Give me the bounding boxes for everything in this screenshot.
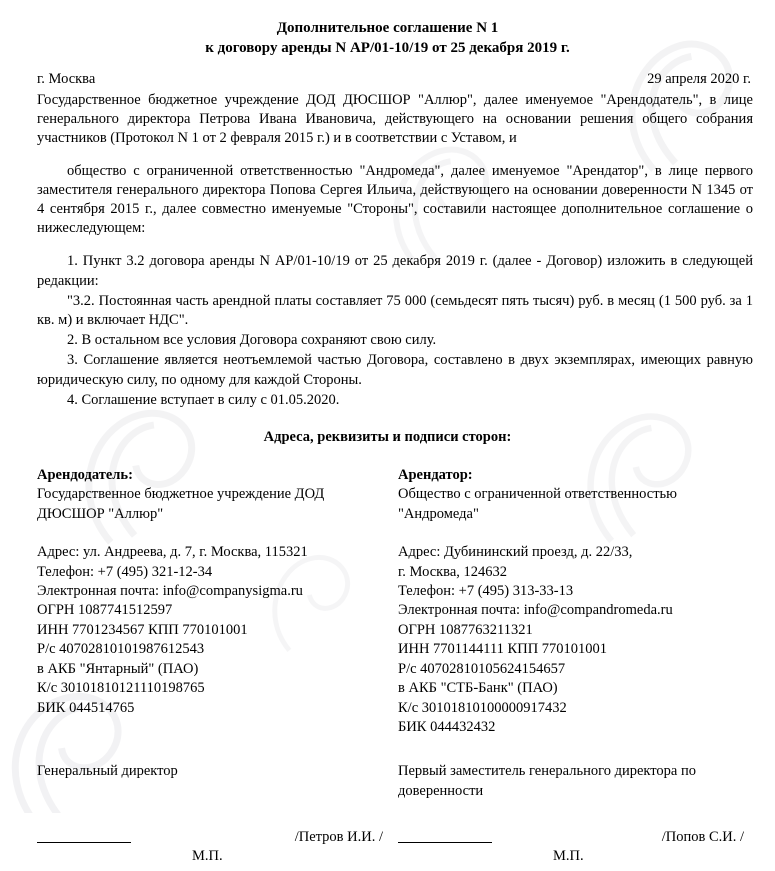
tenant-name-line: Общество с ограниченной ответственностью [398,486,677,503]
lessor-signer-role [37,762,398,801]
requisite-line: К/с 30101810121110198765 [37,680,205,697]
tenant-role-label: Арендатор: [398,467,473,484]
clause-item: 4. Соглашение вступает в силу с 01.05.2020. [67,391,340,408]
lessor-signer-name: /Петров И.И. / [294,829,383,846]
signer-role-line: Генеральный директор [37,763,178,780]
requisite-line: ОГРН 1087741512597 [37,602,173,619]
stamp-label: М.П. [553,848,584,865]
requisite-line: БИК 044432432 [398,718,496,735]
tenant-signer-name: /Попов С.И. / [661,829,744,846]
requisite-line: Электронная почта: info@companysigma.ru [37,583,303,600]
clause-item: 1. Пункт 3.2 договора аренды N АР/01-10/19 от 25 декабря 2019 г. (далее - Договор) изложить в следующей редакции: [37,253,753,289]
requisite-line: Телефон: +7 (495) 321-12-34 [37,563,213,580]
requisite-line: ИНН 7701144111 КПП 770101001 [398,641,608,658]
requisite-line: Р/с 40702810101987612543 [37,641,205,658]
parties-block [0,466,775,737]
requisite-line: ОГРН 1087763211321 [398,621,533,638]
title-line-2: к договору аренды N АР/01-10/19 от 25 декабря 2019 г. [205,40,570,56]
stamp-label: М.П. [192,848,223,865]
tenant-signature-cell [398,829,759,871]
requisite-line: Р/с 40702810105624154657 [398,660,566,677]
lessor-role-label: Арендодатель: [37,467,133,484]
lessor-requisites [37,543,398,718]
lessor-column [37,466,398,737]
tenant-requisites [398,543,759,737]
city-label: г. Москва [37,71,96,87]
clause-item: "3.2. Постоянная часть арендной платы составляет 75 000 (семьдесят пять тысяч) руб. в месяц (1 500 руб. за 1 кв. м) и включает НДС". [37,292,753,329]
requisite-line: в АКБ "СТБ-Банк" (ПАО) [398,680,558,697]
requisite-line: К/с 30101810100000917432 [398,699,567,716]
clause-item: 2. В остальном все условия Договора сохраняют свою силу. [67,332,437,349]
requisite-line: Адрес: ул. Андреева, д. 7, г. Москва, 115321 [37,544,308,561]
signer-role-line: Первый заместитель генерального директора по [398,763,696,780]
lessor-signature-cell [37,829,398,871]
clause-item: 3. Соглашение является неотъемлемой частью Договора, составлено в двух экземплярах, имеющих равную юридическую силу, по одному для каждой Стороны. [37,352,753,388]
city-date-row [0,70,775,89]
requisite-line: ИНН 7701234567 КПП 770101001 [37,621,248,638]
signature-rule [398,842,492,843]
preamble-tenant: общество с ограниченной ответственностью "Андромеда", далее именуемое "Арендатор", в лице первого заместителя генерального директора Попова Сергея Ильича, действующего на основании доверенности N 1345 от 4 сентября 2015 г., далее совместно именуемые "Стороны", составили настоящее дополнительное соглашение о нижеследующем: [37,162,753,237]
tenant-column [398,466,759,737]
clause-list [0,252,775,410]
title-line-1: Дополнительное соглашение N 1 [276,20,499,36]
signer-roles-row [0,762,775,801]
document-title [0,0,775,58]
requisites-heading: Адреса, реквизиты и подписи сторон: [263,429,512,446]
lessor-name-line: ДЮСШОР "Аллюр" [37,505,164,522]
date-label: 29 апреля 2020 г. [647,71,751,87]
tenant-signer-role [398,762,759,801]
signature-lines-row [0,829,775,871]
tenant-name-line: "Андромеда" [398,505,479,522]
requisite-line: г. Москва, 124632 [398,563,508,580]
lessor-name-line: Государственное бюджетное учреждение ДОД [37,486,325,503]
signature-rule [37,842,131,843]
preamble-lessor: Государственное бюджетное учреждение ДОД ДЮСШОР "Аллюр", далее именуемое "Арендодатель", в лице генерального директора Петрова Ивана Ивановича, действующего на основании решения общего собрания участников (Протокол N 1 от 2 февраля 2015 г.) и в соответствии с Уставом, и [37,92,753,147]
requisite-line: Адрес: Дубининский проезд, д. 22/33, [398,544,633,561]
requisite-line: БИК 044514765 [37,699,135,716]
signer-role-line: доверенности [398,782,484,799]
requisite-line: Телефон: +7 (495) 313-33-13 [398,583,574,600]
requisite-line: Электронная почта: info@compandromeda.ru [398,602,673,619]
requisite-line: в АКБ "Янтарный" (ПАО) [37,660,199,677]
